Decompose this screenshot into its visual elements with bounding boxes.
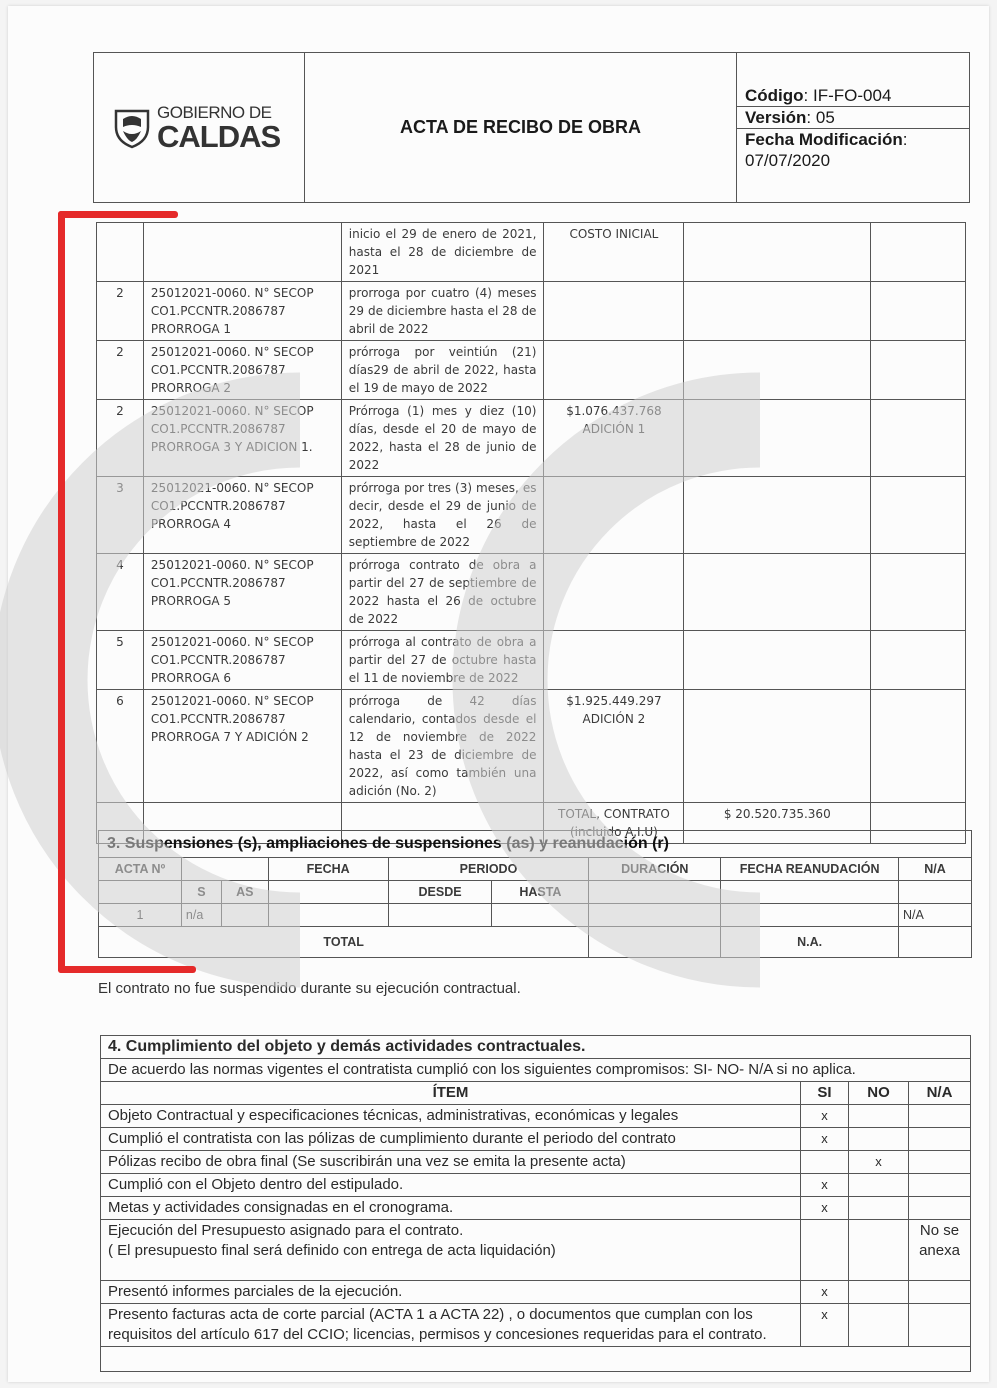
contract-cell-ref: 25012021-0060. N° SECOP CO1.PCCNTR.2086787 PRORROGA 1 [143, 282, 341, 341]
contract-cell-desc: prórroga al contrato de obra a partir del 27 de octubre hasta el 11 de noviembre de 2022 [341, 631, 544, 690]
contract-cell-num: 4 [97, 554, 144, 631]
document-header [93, 52, 970, 203]
contract-cell-blank [871, 690, 966, 803]
contract-cell-desc: prórroga contrato de obra a partir del 27 de septiembre de 2022 hasta el 26 de octubre de 2022 [341, 554, 544, 631]
contract-cell-extra [684, 400, 871, 477]
fecha-colon: : [902, 129, 908, 149]
contract-row [97, 282, 966, 341]
contract-row [97, 554, 966, 631]
total-value: N.A. [721, 927, 899, 958]
logo-line1: GOBIERNO DE [157, 102, 272, 122]
compliance-mark-no [849, 1304, 909, 1347]
contract-cell-extra [684, 477, 871, 554]
contract-row [97, 690, 966, 803]
suspensions-title: 3. Suspensiones (s), ampliaciones de suspensiones (as) y reanudación (r) [99, 831, 972, 858]
compliance-item [101, 1151, 801, 1174]
contract-cell-desc: Prórroga (1) mes y diez (10) días, desde el 20 de mayo de 2022, hasta el 28 de junio de 2022 [341, 400, 544, 477]
col-periodo: PERIODO [388, 858, 589, 881]
contract-cell-extra [684, 341, 871, 400]
gobierno-caldas-logo [95, 104, 303, 152]
contract-cell-value: $1.925.449.297 ADICIÓN 2 [544, 690, 684, 803]
contract-cell-extra [684, 223, 871, 282]
compliance-mark-no [849, 1197, 909, 1220]
col-fecha: FECHA [268, 858, 388, 881]
compliance-row [101, 1105, 971, 1128]
contract-cell-ref: 25012021-0060. N° SECOP CO1.PCCNTR.2086787 PRORROGA 2 [143, 341, 341, 400]
compliance-item [101, 1281, 801, 1304]
compliance-mark-na [909, 1105, 971, 1128]
contract-cell-ref [143, 223, 341, 282]
contract-cell-ref: 25012021-0060. N° SECOP CO1.PCCNTR.2086787 PRORROGA 7 Y ADICIÓN 2 [143, 690, 341, 803]
compliance-mark-si: x [801, 1128, 849, 1151]
compliance-item [101, 1174, 801, 1197]
compliance-item-text: Presento facturas acta de corte parcial (ACTA 1 a ACTA 22) , o documentos que cumplan con los requisitos del artículo 617 del CCIO; licencias, permisos y concesiones requeridas para el contrato. [108, 1306, 767, 1343]
contract-row [97, 223, 966, 282]
fecha-row [737, 129, 969, 171]
contract-row [97, 341, 966, 400]
compliance-mark-na [909, 1128, 971, 1151]
compliance-mark-si [801, 1220, 849, 1281]
contract-cell-extra [684, 690, 871, 803]
compliance-row [101, 1174, 971, 1197]
contract-cell-value [544, 631, 684, 690]
contract-cell-ref: 25012021-0060. N° SECOP CO1.PCCNTR.2086787 PRORROGA 5 [143, 554, 341, 631]
row-na: N/A [899, 904, 972, 927]
contract-cell-value [544, 341, 684, 400]
contract-cell-num: 2 [97, 400, 144, 477]
compliance-mark-no [849, 1281, 909, 1304]
contract-row [97, 631, 966, 690]
contract-cell-blank [871, 631, 966, 690]
compliance-item-text: Metas y actividades consignadas en el cronograma. [108, 1199, 454, 1216]
contract-cell-desc: inicio el 29 de enero de 2021, hasta el 28 de diciembre de 2021 [341, 223, 544, 282]
contract-cell-blank [871, 554, 966, 631]
contract-cell-value: $1.076.437.768 ADICIÓN 1 [544, 400, 684, 477]
contract-table [96, 222, 966, 844]
compliance-item-note: ( El presupuesto final será definido con entrega de acta liquidación) [108, 1242, 556, 1259]
col-na: N/A [899, 858, 972, 881]
contract-cell-blank [871, 223, 966, 282]
sub-s: S [181, 881, 221, 904]
contract-cell-extra: $ 20.520.735.360 [684, 803, 871, 844]
version-value: : 05 [806, 107, 835, 127]
compliance-item [101, 1128, 801, 1151]
contract-cell-value [544, 477, 684, 554]
row-acta: 1 [99, 904, 182, 927]
logo-line2: CALDAS [157, 118, 281, 154]
contract-cell-ref: 25012021-0060. N° SECOP CO1.PCCNTR.2086787 PRORROGA 4 [143, 477, 341, 554]
sub-hasta: HASTA [492, 881, 589, 904]
compliance-mark-si: x [801, 1304, 849, 1347]
contract-cell-desc: prórroga por tres (3) meses, es decir, desde el 29 de junio de 2022, hasta el 26 de septiembre de 2022 [341, 477, 544, 554]
contract-cell-value: COSTO INICIAL [544, 223, 684, 282]
contract-cell-value [544, 554, 684, 631]
compliance-row [101, 1304, 971, 1347]
compliance-mark-na [909, 1174, 971, 1197]
codigo-value: : IF-FO-004 [803, 85, 892, 105]
compliance-mark-si: x [801, 1197, 849, 1220]
contract-cell-ref: 25012021-0060. N° SECOP CO1.PCCNTR.2086787 PRORROGA 3 Y ADICION 1. [143, 400, 341, 477]
compliance-row [101, 1281, 971, 1304]
compliance-mark-no [849, 1174, 909, 1197]
compliance-mark-si: x [801, 1174, 849, 1197]
compliance-title: 4. Cumplimiento del objeto y demás actividades contractuales. [101, 1036, 971, 1059]
contract-row [97, 477, 966, 554]
contract-cell-blank [871, 341, 966, 400]
compliance-blank-row [101, 1347, 971, 1372]
fecha-value: 07/07/2020 [745, 150, 831, 170]
compliance-mark-na [909, 1304, 971, 1347]
compliance-row [101, 1197, 971, 1220]
compliance-row [101, 1128, 971, 1151]
contract-cell-num: 6 [97, 690, 144, 803]
codigo-label: Código [745, 85, 804, 105]
logo-cell [94, 53, 305, 203]
contract-row [97, 400, 966, 477]
suspension-note: El contrato no fue suspendido durante su ejecución contractual. [98, 980, 521, 997]
contract-cell-blank [871, 282, 966, 341]
version-row [737, 107, 969, 129]
contract-cell-value [544, 282, 684, 341]
contract-cell-desc: prórroga de 42 días calendario, contados desde el 12 de noviembre de 2022 hasta el 23 de diciembre de 2022, así como también una adición (No. 2) [341, 690, 544, 803]
compliance-item [101, 1105, 801, 1128]
contract-cell-blank [871, 477, 966, 554]
col-acta: ACTA Nº [99, 858, 182, 881]
col-reanudacion: FECHA REANUDACIÓN [721, 858, 899, 881]
col-item: ÍTEM [101, 1082, 801, 1105]
compliance-item-text: Pólizas recibo de obra final (Se suscribirán una vez se emita la presente acta) [108, 1153, 626, 1170]
contract-cell-ref: 25012021-0060. N° SECOP CO1.PCCNTR.2086787 PRORROGA 6 [143, 631, 341, 690]
contract-cell-desc: prorroga por cuatro (4) meses 29 de diciembre hasta el 28 de abril de 2022 [341, 282, 544, 341]
fecha-label: Fecha Modificación [745, 129, 903, 149]
compliance-mark-na [909, 1197, 971, 1220]
sub-as: AS [221, 881, 268, 904]
compliance-table [100, 1035, 971, 1372]
compliance-item [101, 1197, 801, 1220]
contract-cell-num: 2 [97, 282, 144, 341]
sub-desde: DESDE [388, 881, 492, 904]
suspensions-table [98, 830, 972, 958]
compliance-mark-na [909, 1151, 971, 1174]
compliance-mark-na [909, 1281, 971, 1304]
compliance-item-text: Cumplió el contratista con las pólizas de cumplimiento durante el periodo del contrato [108, 1130, 676, 1147]
compliance-item-text: Objeto Contractual y especificaciones técnicas, administrativas, económicas y legales [108, 1107, 679, 1124]
compliance-item-text: Cumplió con el Objeto dentro del estipulado. [108, 1176, 404, 1193]
shield-icon [113, 107, 151, 149]
contract-cell-extra [684, 631, 871, 690]
contract-cell-desc: prórroga por veintiún (21) días29 de abril de 2022, hasta el 19 de mayo de 2022 [341, 341, 544, 400]
compliance-item [101, 1220, 801, 1281]
col-na: N/A [909, 1082, 971, 1105]
contract-cell-num: 5 [97, 631, 144, 690]
codigo-row [737, 85, 969, 107]
document-title: ACTA DE RECIBO DE OBRA [305, 53, 737, 203]
document-meta [737, 53, 970, 203]
compliance-mark-na: No se anexa [909, 1220, 971, 1281]
contract-cell-num: 2 [97, 341, 144, 400]
compliance-mark-no [849, 1220, 909, 1281]
compliance-mark-si: x [801, 1281, 849, 1304]
contract-cell-value: TOTAL, CONTRATO (incluido A.I.U) [544, 803, 684, 844]
col-blank [181, 858, 268, 881]
contract-cell-extra [684, 282, 871, 341]
compliance-item-text: Ejecución del Presupuesto asignado para el contrato. [108, 1222, 464, 1239]
row-s: n/a [181, 904, 221, 927]
compliance-mark-no [849, 1105, 909, 1128]
total-label: TOTAL [99, 927, 589, 958]
contract-cell-extra [684, 554, 871, 631]
col-si: SI [801, 1082, 849, 1105]
col-duracion: DURACIÓN [589, 858, 721, 881]
compliance-mark-no [849, 1128, 909, 1151]
compliance-mark-si [801, 1151, 849, 1174]
col-no: NO [849, 1082, 909, 1105]
compliance-mark-si: x [801, 1105, 849, 1128]
contract-cell-num: 3 [97, 477, 144, 554]
compliance-intro: De acuerdo las normas vigentes el contratista cumplió con los siguientes compromisos: SI- NO- N/A si no aplica. [101, 1059, 971, 1082]
compliance-mark-no: x [849, 1151, 909, 1174]
contract-cell-blank [871, 400, 966, 477]
compliance-row [101, 1220, 971, 1281]
compliance-item-text: Presentó informes parciales de la ejecución. [108, 1283, 403, 1300]
version-label: Versión [745, 107, 807, 127]
compliance-row [101, 1151, 971, 1174]
compliance-item [101, 1304, 801, 1347]
contract-cell-num [97, 223, 144, 282]
